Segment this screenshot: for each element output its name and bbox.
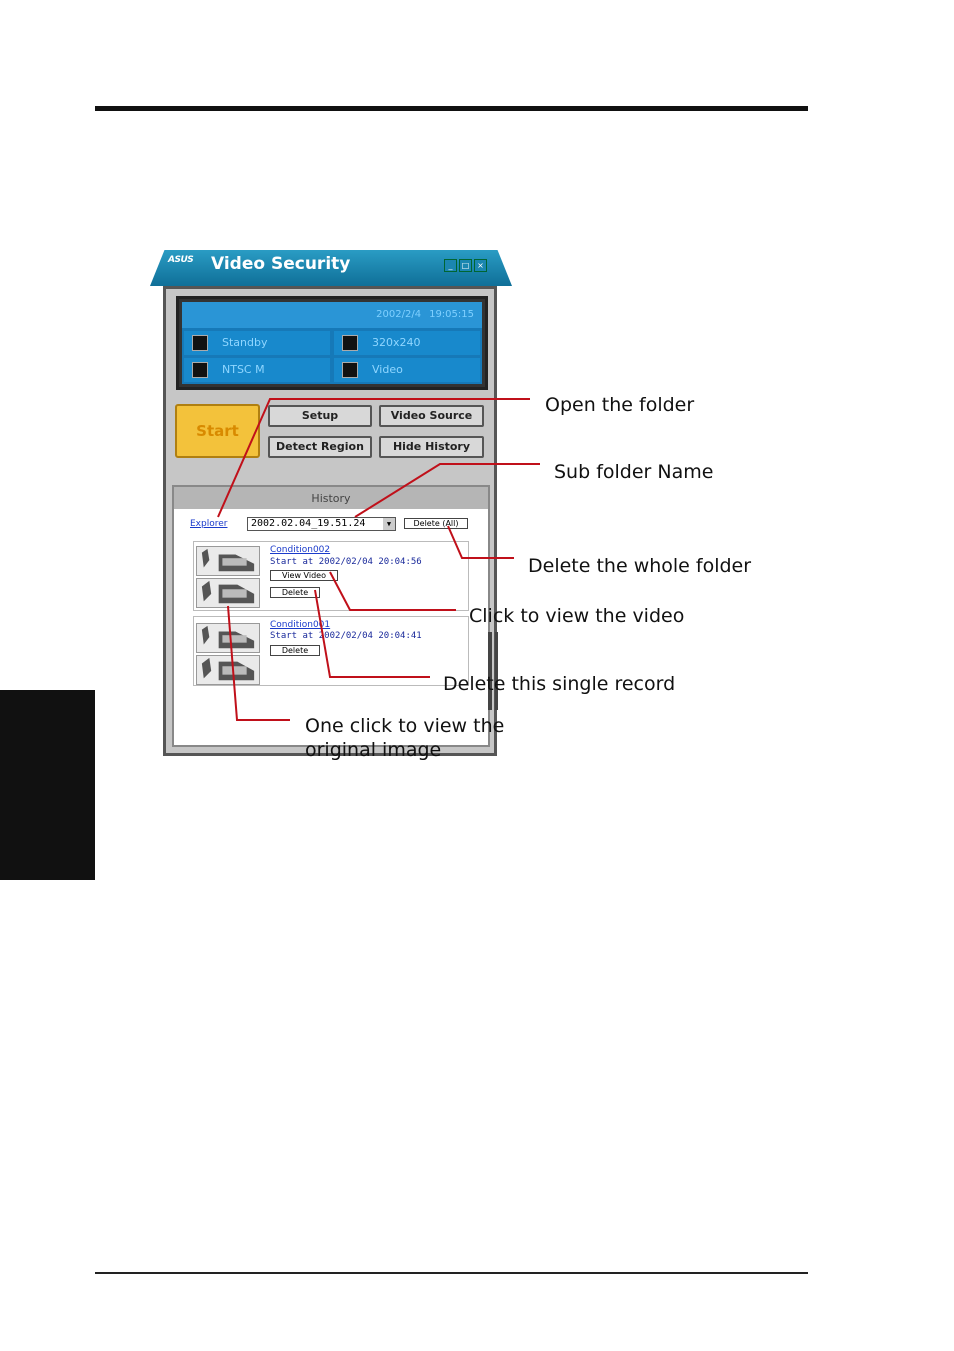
callout-delete-folder: Delete the whole folder — [528, 555, 752, 577]
record-start-time: Start at 2002/02/04 20:04:56 — [270, 557, 422, 567]
delete-all-button[interactable]: Delete (All) — [404, 518, 468, 529]
record-start-time: Start at 2002/02/04 20:04:41 — [270, 631, 422, 641]
callout-view-video: Click to view the video — [469, 605, 685, 627]
hide-history-button[interactable]: Hide History — [379, 436, 484, 458]
status-source-label: Video — [372, 363, 403, 376]
callout-sub-folder: Sub folder Name — [554, 461, 714, 483]
open-folder-line — [218, 399, 530, 517]
record-name-link[interactable]: Condition001 — [270, 620, 331, 630]
history-header: History — [174, 487, 488, 509]
record-name-link[interactable]: Condition002 — [270, 545, 331, 555]
status-mode-label: Standby — [222, 336, 268, 349]
view-video-line — [330, 572, 456, 610]
setup-button[interactable]: Setup — [268, 405, 372, 427]
status-date: 2002/2/4 — [376, 309, 422, 320]
delete-record-button[interactable]: Delete — [270, 645, 320, 656]
view-video-button[interactable]: View Video — [270, 570, 338, 581]
app-title: Video Security — [211, 254, 351, 274]
status-resolution-label: 320x240 — [372, 336, 421, 349]
chevron-down-icon[interactable]: ▼ — [383, 518, 395, 530]
minimize-button[interactable]: _ — [444, 259, 457, 272]
video-source-button[interactable]: Video Source — [379, 405, 484, 427]
start-button[interactable]: Start — [175, 404, 260, 458]
status-time: 19:05:15 — [429, 309, 474, 320]
delete-record-line — [315, 590, 430, 677]
delete-record-button[interactable]: Delete — [270, 587, 320, 598]
asus-logo: ASUS — [168, 255, 194, 265]
callout-delete-record: Delete this single record — [443, 673, 676, 695]
detect-region-button[interactable]: Detect Region — [268, 436, 372, 458]
delete-folder-line — [448, 526, 514, 558]
original-image-line — [228, 606, 290, 720]
callout-open-folder: Open the folder — [545, 394, 695, 416]
callout-original-image-line1: One click to view the — [305, 715, 505, 737]
sub-folder-line — [355, 464, 540, 517]
explorer-link[interactable]: Explorer — [190, 519, 228, 529]
callout-original-image-line2: original image — [305, 739, 442, 761]
maximize-button[interactable]: □ — [459, 259, 472, 272]
close-button[interactable]: × — [474, 259, 487, 272]
folder-select-value: 2002.02.04_19.51.24 — [251, 518, 366, 529]
status-standard-label: NTSC M — [222, 363, 265, 376]
